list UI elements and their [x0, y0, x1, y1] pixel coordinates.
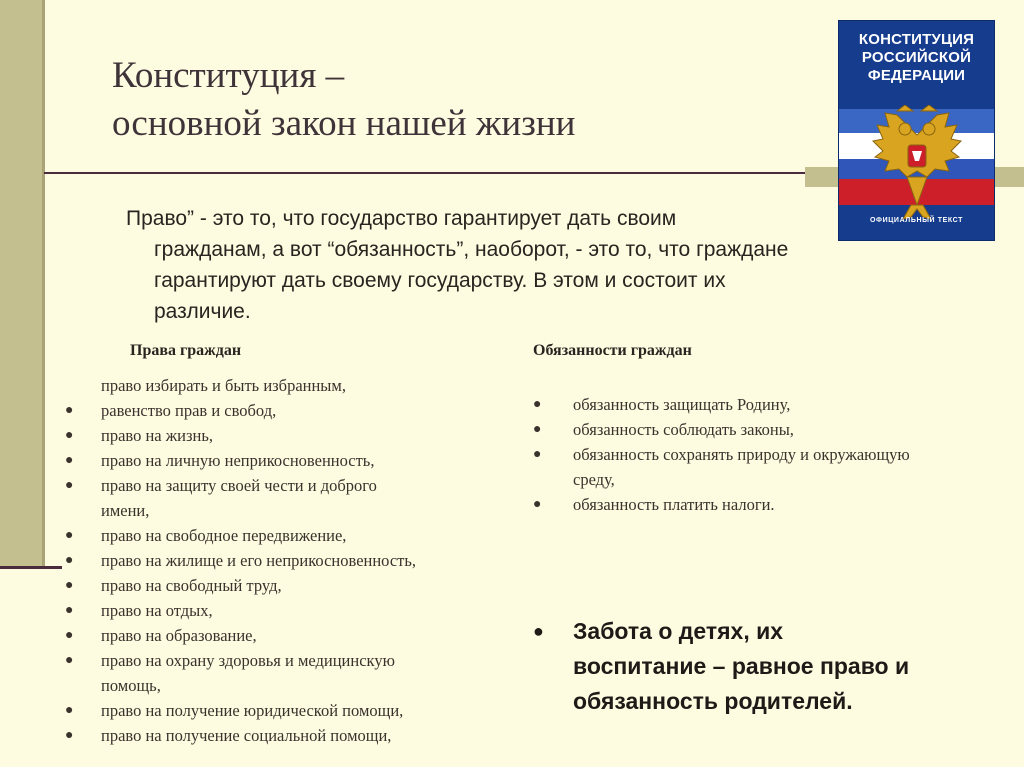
- list-item: помощь,: [101, 676, 161, 695]
- rights-heading: Права граждан: [130, 342, 242, 359]
- list-item: ● право на образование,: [101, 623, 416, 648]
- emphasis-line-2: воспитание – равное право и: [573, 653, 910, 679]
- decorative-side-rule: [0, 566, 62, 569]
- definition-paragraph: [126, 203, 906, 327]
- list-item: ● право на охрану здоровья и медицинскую: [101, 648, 416, 673]
- bullet-icon: ●: [533, 621, 544, 641]
- bullet-icon: ●: [65, 428, 74, 443]
- bullet-icon: ●: [65, 578, 74, 593]
- list-item: среду,: [573, 470, 615, 489]
- list-item: ● право на свободное передвижение,: [101, 523, 416, 548]
- bullet-icon: ●: [533, 397, 542, 412]
- list-item: ● право на получение юридической помощи,: [101, 698, 416, 723]
- bullet-icon: ●: [65, 603, 74, 618]
- list-item: право избирать и быть избранным,: [101, 376, 346, 395]
- paragraph-line-3: гарантируют дать своему государству. В этом и состоит их: [154, 269, 726, 292]
- decorative-side-bar: [0, 0, 45, 568]
- emphasis-line-1: Забота о детях, их: [573, 618, 784, 644]
- paragraph-line-2: гражданам, а вот “обязанность”, наоборот, - это то, что граждане: [154, 238, 789, 261]
- list-item: ● обязанность соблюдать законы,: [573, 417, 910, 442]
- list-item: ● обязанность сохранять природу и окружающую: [573, 442, 910, 467]
- bullet-icon: ●: [533, 422, 542, 437]
- bullet-icon: ●: [65, 553, 74, 568]
- bullet-icon: ●: [65, 453, 74, 468]
- list-item: ● право на жилище и его неприкосновенность,: [101, 548, 416, 573]
- bullet-icon: ●: [65, 653, 74, 668]
- paragraph-line-4: различие.: [154, 300, 251, 323]
- emphasis-line-3: обязанность родителей.: [573, 688, 853, 714]
- list-item: ● право на получение социальной помощи,: [101, 723, 416, 748]
- bullet-icon: ●: [533, 447, 542, 462]
- bullet-icon: ●: [65, 728, 74, 743]
- title-line-1: Конституция –: [112, 55, 345, 96]
- list-item: ● право на защиту своей чести и доброго: [101, 473, 416, 498]
- rights-list: [65, 373, 417, 748]
- list-item: ● право на свободный труд,: [101, 573, 416, 598]
- list-item: ● равенство прав и свобод,: [101, 398, 416, 423]
- book-cover-title: [839, 31, 994, 85]
- duties-heading: Обязанности граждан: [533, 342, 692, 359]
- book-title-line-2: РОССИЙСКОЙ: [861, 49, 972, 66]
- emphasis-statement: [533, 614, 1013, 719]
- bullet-icon: ●: [65, 478, 74, 493]
- bullet-icon: ●: [65, 628, 74, 643]
- paragraph-line-1: Право” - это то, что государство гарантирует дать своим: [126, 207, 677, 230]
- book-title-line-3: ФЕДЕРАЦИИ: [867, 67, 966, 84]
- book-footer-label: ОФИЦИАЛЬНЫЙ ТЕКСТ: [869, 217, 964, 224]
- title-divider: [44, 172, 819, 174]
- list-item: имени,: [101, 501, 150, 520]
- list-item: ● обязанность платить налоги.: [573, 492, 910, 517]
- list-item: ● обязанность защищать Родину,: [573, 392, 910, 417]
- book-title-line-1: КОНСТИТУЦИЯ: [858, 31, 975, 48]
- bullet-icon: ●: [65, 703, 74, 718]
- bullet-icon: ●: [533, 497, 542, 512]
- slide-title: [112, 52, 732, 148]
- list-item: ● право на отдых,: [101, 598, 416, 623]
- bullet-icon: ●: [65, 528, 74, 543]
- list-item: ● право на личную неприкосновенность,: [101, 448, 416, 473]
- title-line-2: основной закон нашей жизни: [112, 103, 576, 144]
- duties-list: [533, 392, 910, 517]
- bullet-icon: ●: [65, 403, 74, 418]
- list-item: ● право на жизнь,: [101, 423, 416, 448]
